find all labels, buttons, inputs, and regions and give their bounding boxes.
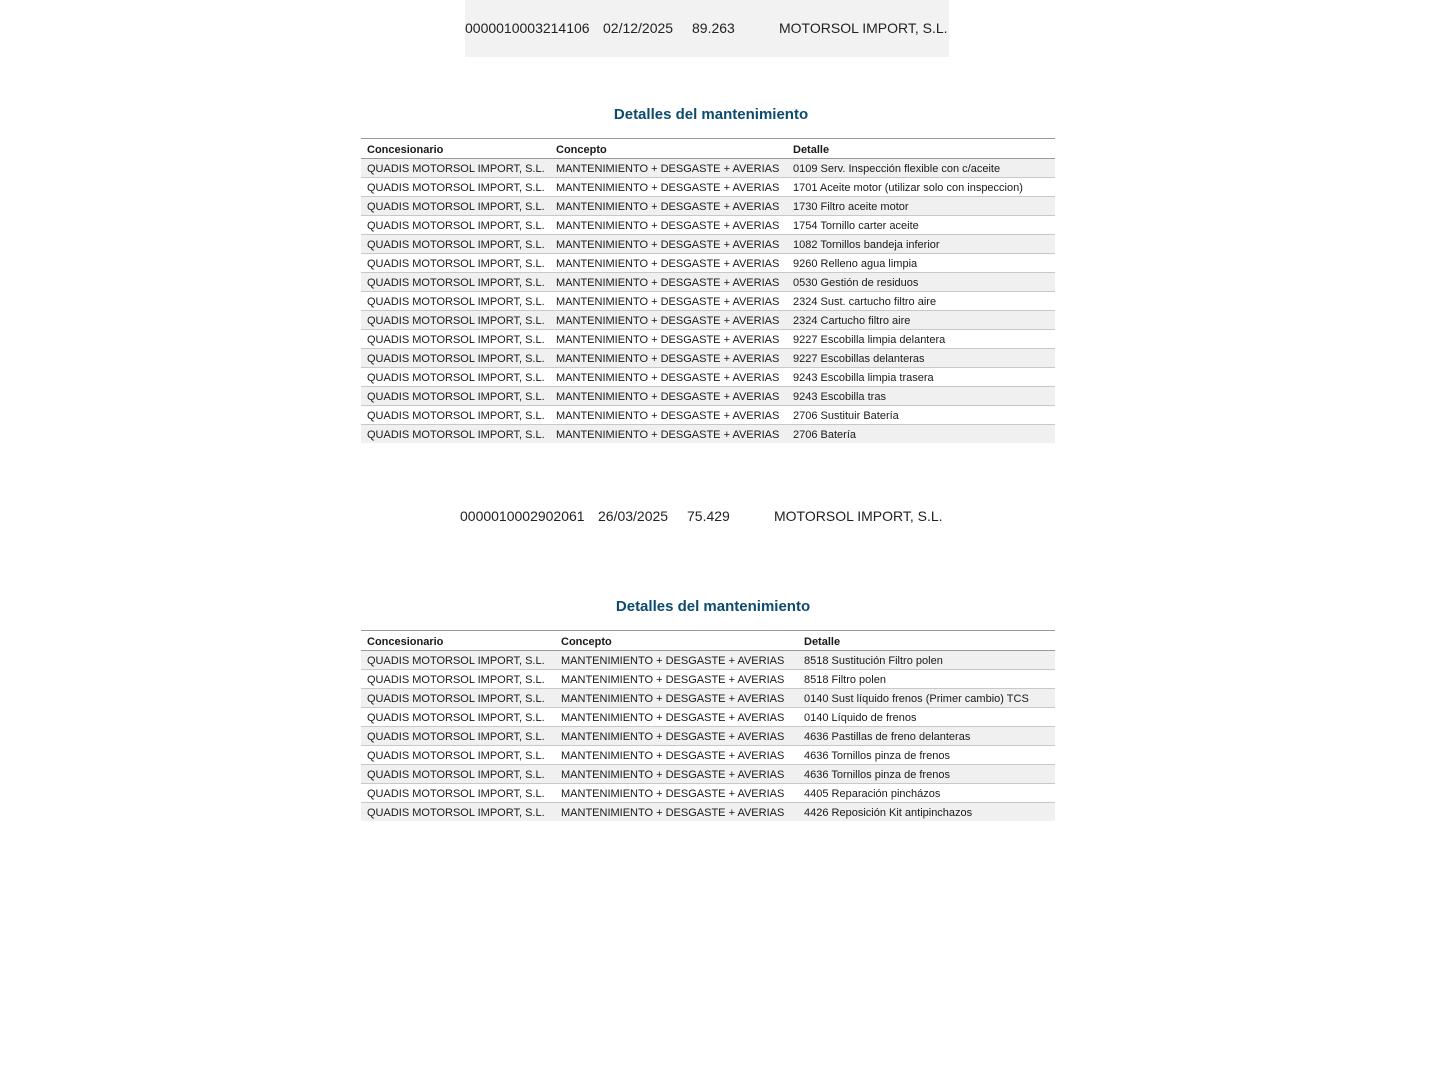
cell-detalle: 0140 Sust líquido frenos (Primer cambio) TCS	[798, 689, 1055, 708]
cell-concesionario: QUADIS MOTORSOL IMPORT, S.L.	[361, 273, 550, 292]
record-km: 89.263	[692, 20, 735, 36]
cell-detalle: 8518 Sustitución Filtro polen	[798, 651, 1055, 670]
cell-concesionario: QUADIS MOTORSOL IMPORT, S.L.	[361, 216, 550, 235]
cell-concepto: MANTENIMIENTO + DESGASTE + AVERIAS	[550, 197, 787, 216]
cell-concesionario: QUADIS MOTORSOL IMPORT, S.L.	[361, 178, 550, 197]
table-row	[361, 765, 1055, 784]
record-id: 0000010002902061	[460, 508, 585, 524]
cell-detalle: 2706 Batería	[787, 425, 1055, 444]
section-title: Detalles del mantenimiento	[615, 598, 811, 615]
table-row	[361, 273, 1055, 292]
cell-concepto: MANTENIMIENTO + DESGASTE + AVERIAS	[555, 746, 798, 765]
cell-concepto: MANTENIMIENTO + DESGASTE + AVERIAS	[555, 784, 798, 803]
cell-detalle: 4405 Reparación pincházos	[798, 784, 1055, 803]
record-id: 0000010003214106	[465, 20, 590, 36]
table-row	[361, 803, 1055, 822]
cell-concepto: MANTENIMIENTO + DESGASTE + AVERIAS	[550, 425, 787, 444]
cell-concesionario: QUADIS MOTORSOL IMPORT, S.L.	[361, 727, 555, 746]
table-row	[361, 292, 1055, 311]
table-row	[361, 178, 1055, 197]
cell-concesionario: QUADIS MOTORSOL IMPORT, S.L.	[361, 349, 550, 368]
cell-concepto: MANTENIMIENTO + DESGASTE + AVERIAS	[555, 689, 798, 708]
maintenance-table-1	[361, 138, 1055, 443]
cell-concesionario: QUADIS MOTORSOL IMPORT, S.L.	[361, 330, 550, 349]
cell-concesionario: QUADIS MOTORSOL IMPORT, S.L.	[361, 311, 550, 330]
cell-concesionario: QUADIS MOTORSOL IMPORT, S.L.	[361, 651, 555, 670]
cell-detalle: 9227 Escobilla limpia delantera	[787, 330, 1055, 349]
column-header-concesionario: Concesionario	[361, 139, 550, 159]
cell-detalle: 8518 Filtro polen	[798, 670, 1055, 689]
column-header-concesionario: Concesionario	[361, 631, 555, 651]
table-row	[361, 727, 1055, 746]
cell-detalle: 9260 Relleno agua limpia	[787, 254, 1055, 273]
cell-concepto: MANTENIMIENTO + DESGASTE + AVERIAS	[550, 273, 787, 292]
cell-concesionario: QUADIS MOTORSOL IMPORT, S.L.	[361, 784, 555, 803]
cell-concesionario: QUADIS MOTORSOL IMPORT, S.L.	[361, 197, 550, 216]
cell-detalle: 9227 Escobillas delanteras	[787, 349, 1055, 368]
column-header-detalle: Detalle	[798, 631, 1055, 651]
cell-concepto: MANTENIMIENTO + DESGASTE + AVERIAS	[555, 708, 798, 727]
cell-concepto: MANTENIMIENTO + DESGASTE + AVERIAS	[555, 765, 798, 784]
table-row	[361, 746, 1055, 765]
table-row	[361, 235, 1055, 254]
cell-concepto: MANTENIMIENTO + DESGASTE + AVERIAS	[550, 330, 787, 349]
record-workshop: MOTORSOL IMPORT, S.L.	[779, 20, 948, 36]
table-row	[361, 197, 1055, 216]
record-summary-1	[465, 0, 949, 57]
cell-concesionario: QUADIS MOTORSOL IMPORT, S.L.	[361, 425, 550, 444]
table-row	[361, 670, 1055, 689]
cell-concepto: MANTENIMIENTO + DESGASTE + AVERIAS	[550, 368, 787, 387]
cell-concepto: MANTENIMIENTO + DESGASTE + AVERIAS	[550, 159, 787, 178]
table-row	[361, 368, 1055, 387]
cell-detalle: 2706 Sustituir Batería	[787, 406, 1055, 425]
cell-concepto: MANTENIMIENTO + DESGASTE + AVERIAS	[550, 349, 787, 368]
cell-concesionario: QUADIS MOTORSOL IMPORT, S.L.	[361, 689, 555, 708]
table-row	[361, 406, 1055, 425]
record-date: 26/03/2025	[598, 508, 669, 524]
table-row	[361, 311, 1055, 330]
cell-concepto: MANTENIMIENTO + DESGASTE + AVERIAS	[550, 216, 787, 235]
table-row	[361, 216, 1055, 235]
table-header-row	[361, 631, 1055, 651]
cell-concepto: MANTENIMIENTO + DESGASTE + AVERIAS	[550, 178, 787, 197]
record-km: 75.429	[687, 508, 730, 524]
cell-concesionario: QUADIS MOTORSOL IMPORT, S.L.	[361, 708, 555, 727]
column-header-concepto: Concepto	[550, 139, 787, 159]
cell-detalle: 9243 Escobilla limpia trasera	[787, 368, 1055, 387]
cell-concepto: MANTENIMIENTO + DESGASTE + AVERIAS	[555, 727, 798, 746]
cell-concesionario: QUADIS MOTORSOL IMPORT, S.L.	[361, 387, 550, 406]
column-header-detalle: Detalle	[787, 139, 1055, 159]
cell-concepto: MANTENIMIENTO + DESGASTE + AVERIAS	[550, 387, 787, 406]
cell-concesionario: QUADIS MOTORSOL IMPORT, S.L.	[361, 746, 555, 765]
cell-concesionario: QUADIS MOTORSOL IMPORT, S.L.	[361, 406, 550, 425]
cell-detalle: 9243 Escobilla tras	[787, 387, 1055, 406]
cell-detalle: 2324 Cartucho filtro aire	[787, 311, 1055, 330]
table-row	[361, 254, 1055, 273]
cell-concepto: MANTENIMIENTO + DESGASTE + AVERIAS	[550, 254, 787, 273]
cell-concepto: MANTENIMIENTO + DESGASTE + AVERIAS	[550, 292, 787, 311]
cell-concesionario: QUADIS MOTORSOL IMPORT, S.L.	[361, 235, 550, 254]
cell-detalle: 1082 Tornillos bandeja inferior	[787, 235, 1055, 254]
cell-detalle: 0530 Gestión de residuos	[787, 273, 1055, 292]
table-row	[361, 708, 1055, 727]
maintenance-table-2	[361, 630, 1055, 821]
cell-concesionario: QUADIS MOTORSOL IMPORT, S.L.	[361, 803, 555, 822]
column-header-concepto: Concepto	[555, 631, 798, 651]
section-title: Detalles del mantenimiento	[613, 106, 809, 123]
cell-concepto: MANTENIMIENTO + DESGASTE + AVERIAS	[555, 651, 798, 670]
record-summary-2	[460, 488, 944, 545]
cell-detalle: 0140 Líquido de frenos	[798, 708, 1055, 727]
table-row	[361, 425, 1055, 444]
cell-detalle: 1730 Filtro aceite motor	[787, 197, 1055, 216]
cell-concesionario: QUADIS MOTORSOL IMPORT, S.L.	[361, 159, 550, 178]
cell-detalle: 2324 Sust. cartucho filtro aire	[787, 292, 1055, 311]
table-row	[361, 651, 1055, 670]
cell-concesionario: QUADIS MOTORSOL IMPORT, S.L.	[361, 254, 550, 273]
cell-detalle: 4636 Tornillos pinza de frenos	[798, 746, 1055, 765]
record-date: 02/12/2025	[603, 20, 674, 36]
table-row	[361, 349, 1055, 368]
cell-detalle: 0109 Serv. Inspección flexible con c/aceite	[787, 159, 1055, 178]
table-row	[361, 330, 1055, 349]
cell-detalle: 4636 Pastillas de freno delanteras	[798, 727, 1055, 746]
cell-concepto: MANTENIMIENTO + DESGASTE + AVERIAS	[550, 235, 787, 254]
cell-detalle: 1754 Tornillo carter aceite	[787, 216, 1055, 235]
cell-concesionario: QUADIS MOTORSOL IMPORT, S.L.	[361, 292, 550, 311]
cell-detalle: 4426 Reposición Kit antipinchazos	[798, 803, 1055, 822]
table-row	[361, 387, 1055, 406]
cell-detalle: 4636 Tornillos pinza de frenos	[798, 765, 1055, 784]
cell-concepto: MANTENIMIENTO + DESGASTE + AVERIAS	[550, 311, 787, 330]
table-header-row	[361, 139, 1055, 159]
table-row	[361, 784, 1055, 803]
cell-concepto: MANTENIMIENTO + DESGASTE + AVERIAS	[550, 406, 787, 425]
table-row	[361, 159, 1055, 178]
cell-concepto: MANTENIMIENTO + DESGASTE + AVERIAS	[555, 803, 798, 822]
cell-concesionario: QUADIS MOTORSOL IMPORT, S.L.	[361, 765, 555, 784]
table-row	[361, 689, 1055, 708]
record-workshop: MOTORSOL IMPORT, S.L.	[774, 508, 943, 524]
cell-concepto: MANTENIMIENTO + DESGASTE + AVERIAS	[555, 670, 798, 689]
cell-concesionario: QUADIS MOTORSOL IMPORT, S.L.	[361, 368, 550, 387]
cell-detalle: 1701 Aceite motor (utilizar solo con inspeccion)	[787, 178, 1055, 197]
cell-concesionario: QUADIS MOTORSOL IMPORT, S.L.	[361, 670, 555, 689]
